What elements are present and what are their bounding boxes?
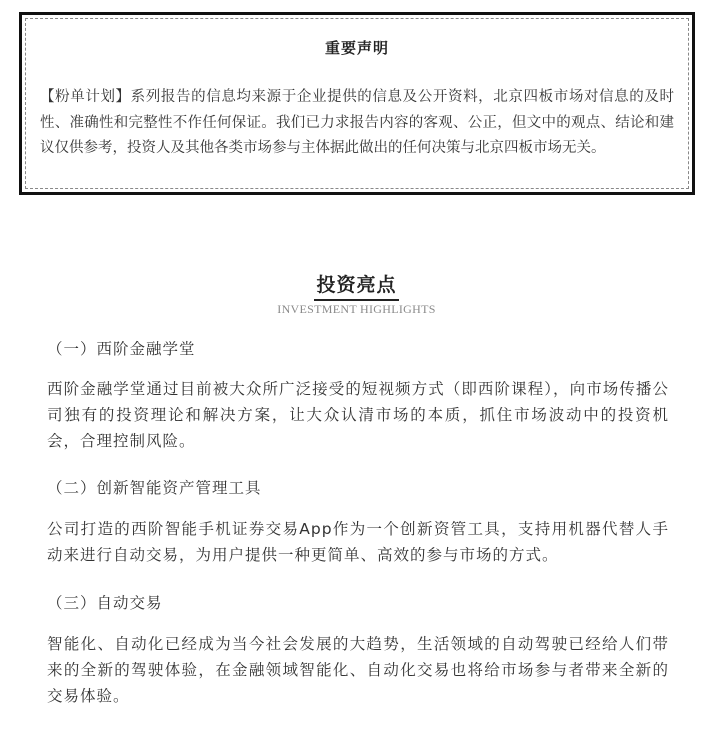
highlight-body-3: 智能化、自动化已经成为当今社会发展的大趋势，生活领域的自动驾驶已经给人们带来的全新的驾驶体验，在金融领域智能化、自动化交易也将给市场参与者带来全新的交易体验。 [47,635,669,705]
highlights-subtitle: INVESTMENT HIGHLIGHTS [277,302,436,316]
highlight-body-2: 公司打造的西阶智能手机证券交易App作为一个创新资管工具，支持用机器代替人手动来进行自动交易，为用户提供一种更简单、高效的参与市场的方式。 [47,520,669,564]
disclaimer-title: 重要声明 [324,39,389,57]
highlight-heading-1: （一）西阶金融学堂 [47,340,196,358]
disclaimer-box [19,12,695,195]
highlights-title-wrap [0,270,713,301]
disclaimer-text: 【粉单计划】系列报告的信息均来源于企业提供的信息及公开资料，北京四板市场对信息的及时性、准确性和完整性不作任何保证。我们已力求报告内容的客观、公正，但文中的观点、结论和建议仅供参考，投资人及其他各类市场参与主体据此做出的任何决策与北京四板市场无关。 [40,89,674,156]
highlight-body-1: 西阶金融学堂通过目前被大众所广泛接受的短视频方式（即西阶课程），向市场传播公司独有的投资理论和解决方案，让大众认清市场的本质，抓住市场波动中的投资机会，合理控制风险。 [47,380,669,450]
highlight-heading-2: （二）创新智能资产管理工具 [47,479,262,497]
highlights-title: 投资亮点 [314,270,398,301]
disclaimer-inner-frame [25,18,689,189]
highlight-heading-3: （三）自动交易 [47,594,163,612]
